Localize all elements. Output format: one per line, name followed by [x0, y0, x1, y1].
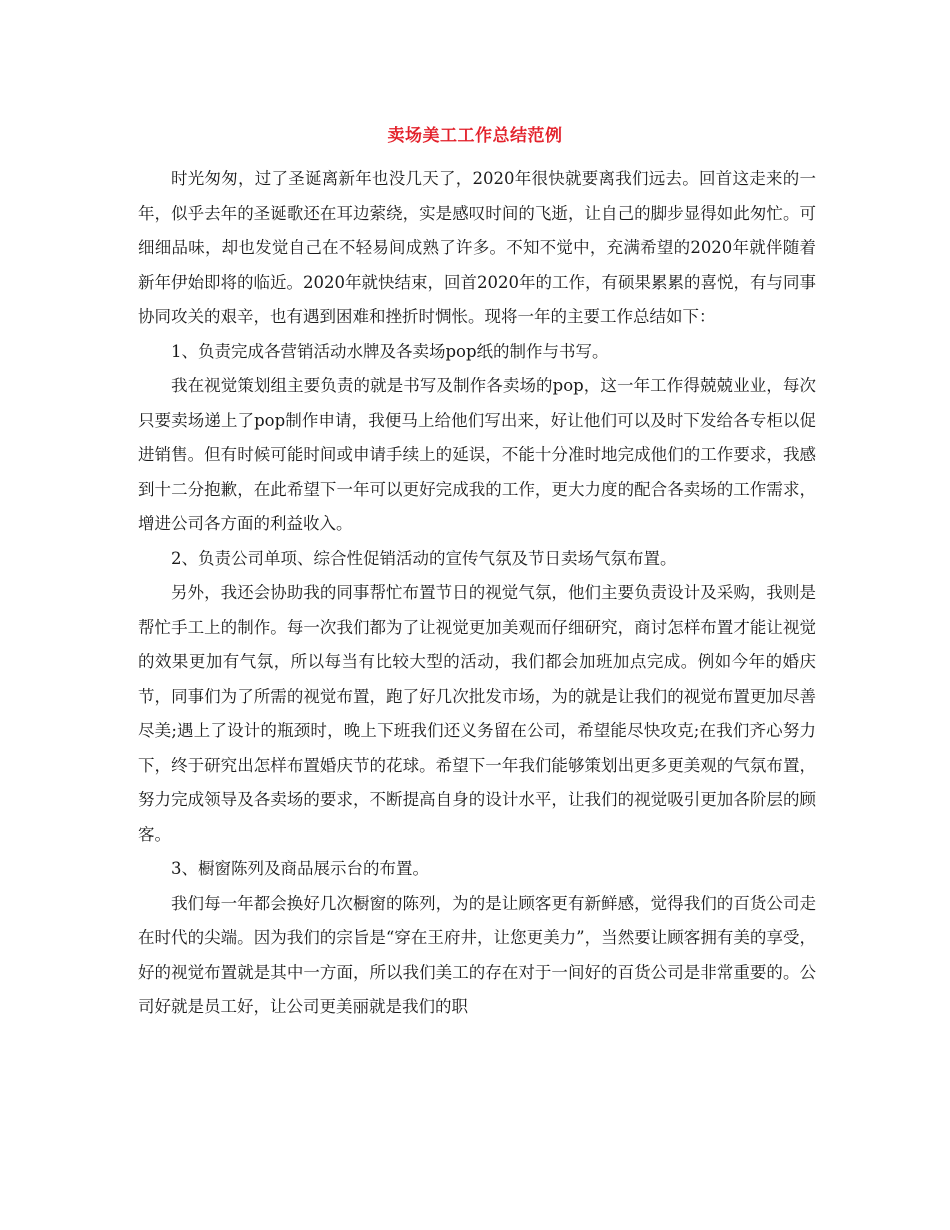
document-body: [138, 162, 816, 1025]
paragraph-section-3: 我们每一年都会换好几次橱窗的陈列，为的是让顾客更有新鲜感，觉得我们的百货公司走在时代的尖端。因为我们的宗旨是“穿在王府井，让您更美力”，当然要让顾客拥有美的享受，好的视觉布置就是其中一方面，所以我们美工的存在对于一间好的百货公司是非常重要的。公司好就是员工好，让公司更美丽就是我们的职: [138, 893, 816, 1016]
paragraph-intro: 时光匆匆，过了圣诞离新年也没几天了，2020年很快就要离我们远去。回首这走来的一年，似乎去年的圣诞歌还在耳边萦绕，实是感叹时间的飞逝，让自己的脚步显得如此匆忙。可细细品味，却也发觉自己在不轻易间成熟了许多。不知不觉中，充满希望的2020年就伴随着新年伊始即将的临近。2020年就快结束，回首2020年的工作，有硕果累累的喜悦，有与同事协同攻关的艰辛，也有遇到困难和挫折时惆怅。现将一年的主要工作总结如下：: [138, 169, 816, 326]
section-heading-3: 3、橱窗陈列及商品展示台的布置。: [171, 859, 429, 878]
section-heading-1: 1、负责完成各营销活动水牌及各卖场pop纸的制作与书写。: [171, 341, 609, 361]
paragraph-section-1: 我在视觉策划组主要负责的就是书写及制作各卖场的pop，这一年工作得兢兢业业，每次只要卖场递上了pop制作申请，我便马上给他们写出来，好让他们可以及时下发给各专柜以促进销售。但有时候可能时间或申请手续上的延误，不能十分准时地完成他们的工作要求，我感到十二分抱歉，在此希望下一年可以更好完成我的工作，更大力度的配合各卖场的工作需求，增进公司各方面的利益收入。: [138, 376, 816, 533]
paragraph-section-2: 另外，我还会协助我的同事帮忙布置节日的视觉气氛，他们主要负责设计及采购，我则是帮忙手工上的制作。每一次我们都为了让视觉更加美观而仔细研究，商讨怎样布置才能让视觉的效果更加有气氛，所以每当有比较大型的活动，我们都会加班加点完成。例如今年的婚庆节，同事们为了所需的视觉布置，跑了好几次批发市场，为的就是让我们的视觉布置更加尽善尽美;遇上了设计的瓶颈时，晚上下班我们还义务留在公司，希望能尽快攻克;在我们齐心努力下，终于研究出怎样布置婚庆节的花球。希望下一年我们能够策划出更多更美观的气氛布置，努力完成领导及各卖场的要求，不断提高自身的设计水平，让我们的视觉吸引更加各阶层的顾客。: [138, 583, 816, 844]
section-heading-2: 2、负责公司单项、综合性促销活动的宣传气氛及节日卖场气氛布置。: [171, 548, 677, 568]
document-title: 卖场美工工作总结范例: [387, 126, 563, 146]
